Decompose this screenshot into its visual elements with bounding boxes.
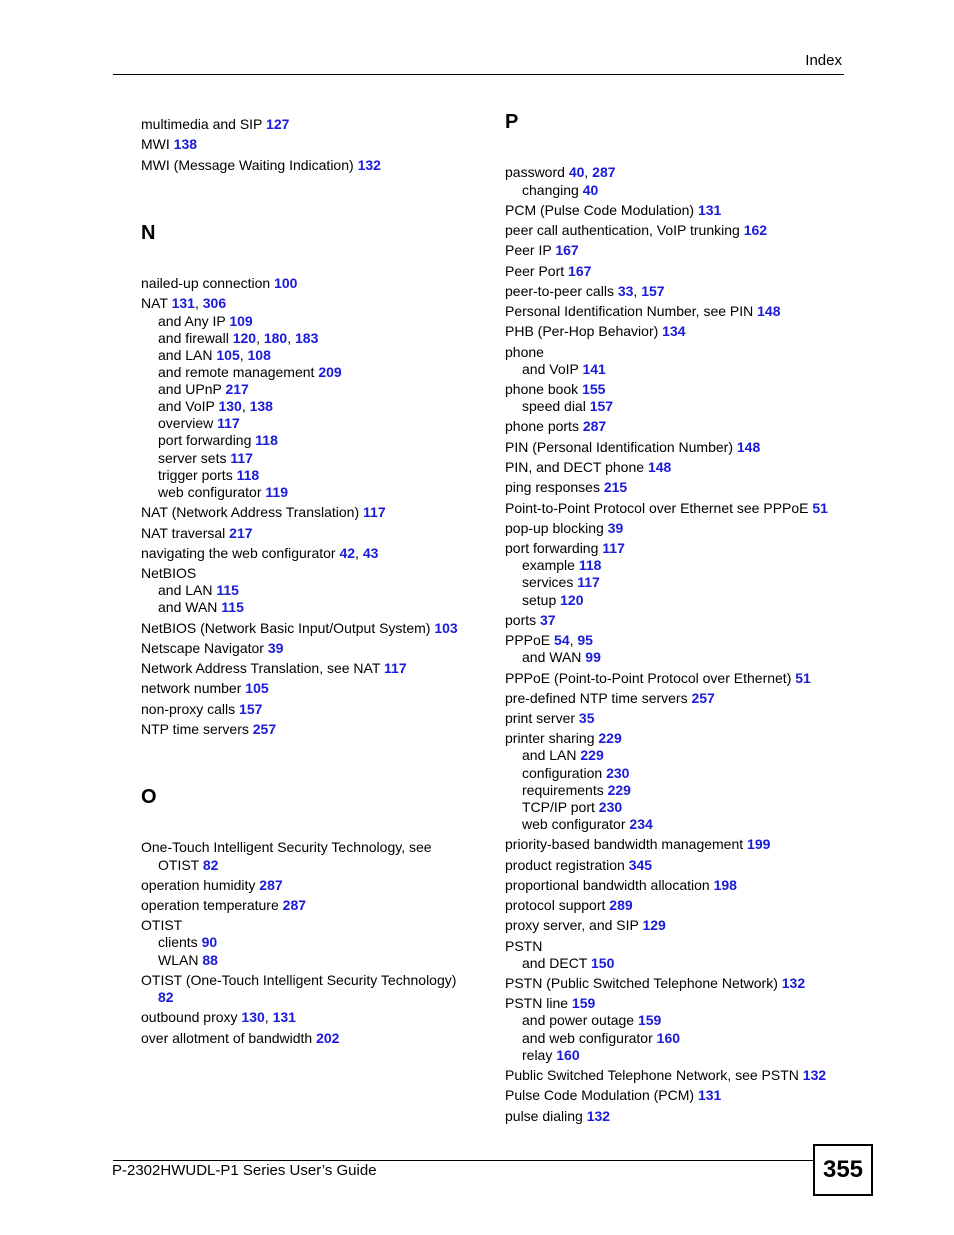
index-term: Public Switched Telephone Network, see PSTN xyxy=(505,1067,799,1083)
index-subentry xyxy=(505,361,606,377)
index-subentry xyxy=(141,467,259,483)
page-link[interactable]: 105 xyxy=(216,347,240,363)
index-term: and VoIP xyxy=(158,398,215,414)
page-link[interactable]: 167 xyxy=(555,242,579,258)
page-link[interactable]: 35 xyxy=(578,710,595,726)
index-entry xyxy=(505,381,605,397)
index-subentry: and firewall 120, 180, 183 xyxy=(158,330,319,346)
page-link[interactable]: 230 xyxy=(606,765,630,781)
index-term: NAT (Network Address Translation) xyxy=(141,504,360,520)
index-term: OTIST (One-Touch Intelligent Security Technology) xyxy=(141,972,457,988)
page-link[interactable]: 105 xyxy=(245,680,269,696)
page-link[interactable]: 129 xyxy=(642,917,666,933)
index-term: Network Address Translation, see NAT xyxy=(141,660,381,676)
page-link[interactable]: 157 xyxy=(239,701,263,717)
index-subentry: and LAN 105, 108 xyxy=(158,347,271,363)
page-link[interactable]: 138 xyxy=(249,398,273,414)
page-link[interactable]: 155 xyxy=(582,381,606,397)
page-link[interactable]: 95 xyxy=(577,632,593,648)
page-link[interactable]: 287 xyxy=(582,418,607,434)
index-entry xyxy=(141,504,386,520)
page-link[interactable]: 162 xyxy=(743,222,768,238)
page-link[interactable]: 217 xyxy=(229,525,253,541)
index-entry xyxy=(505,520,623,536)
page-link[interactable]: 130 xyxy=(241,1009,265,1025)
index-subentry xyxy=(505,765,629,781)
page-link[interactable]: 167 xyxy=(568,263,592,279)
index-entry xyxy=(505,690,715,706)
index-term: WLAN xyxy=(158,952,199,968)
page-link[interactable]: 109 xyxy=(229,313,253,329)
page-link[interactable]: 117 xyxy=(602,540,625,556)
index-term: PHB (Per-Hop Behavior) xyxy=(505,323,659,339)
page-link[interactable]: 100 xyxy=(274,275,298,291)
page-number-box xyxy=(813,1144,873,1196)
index-term: port forwarding xyxy=(158,432,252,448)
footer-rule xyxy=(113,1160,813,1161)
page-link[interactable]: 39 xyxy=(607,520,624,536)
page-link[interactable]: 103 xyxy=(434,620,458,636)
page-link[interactable]: 117 xyxy=(363,504,386,520)
index-term: peer call authentication, VoIP trunking xyxy=(505,222,740,238)
index-entry xyxy=(505,263,591,279)
index-entry xyxy=(141,877,283,893)
page-link[interactable]: 120 xyxy=(560,592,584,608)
index-term: web configurator xyxy=(158,484,262,500)
index-term: and UPnP xyxy=(158,381,222,397)
index-subentry xyxy=(505,799,622,815)
page-link[interactable]: 51 xyxy=(795,670,811,686)
index-term: OTIST xyxy=(141,917,183,933)
index-entry xyxy=(505,323,686,339)
index-term: changing xyxy=(522,182,579,198)
page-link[interactable]: 148 xyxy=(757,303,781,319)
index-subentry xyxy=(505,955,614,971)
index-entry xyxy=(141,972,456,988)
index-term: server sets xyxy=(158,450,227,466)
index-entry: PPPoE 54, 95 xyxy=(505,632,593,648)
page-link[interactable]: 183 xyxy=(295,330,319,346)
index-term: and remote management xyxy=(158,364,315,380)
page-link[interactable]: 131 xyxy=(171,295,195,311)
index-term: trigger ports xyxy=(158,467,233,483)
page-link[interactable]: 289 xyxy=(609,897,633,913)
index-term: Peer Port xyxy=(505,263,565,279)
index-term: NetBIOS xyxy=(141,565,197,581)
index-term: over allotment of bandwidth xyxy=(141,1030,313,1046)
page-link[interactable]: 82 xyxy=(202,857,219,873)
index-entry xyxy=(505,459,671,475)
page-link[interactable]: 199 xyxy=(747,836,771,852)
page-link[interactable]: 120 xyxy=(232,330,257,346)
index-entry xyxy=(505,439,760,455)
index-term: NTP time servers xyxy=(141,721,249,737)
index-term: pulse dialing xyxy=(505,1108,583,1124)
index-subentry: and VoIP 130, 138 xyxy=(158,398,273,414)
index-entry xyxy=(141,640,283,656)
page-link[interactable]: 132 xyxy=(781,975,806,991)
index-entry xyxy=(505,857,652,873)
index-term: multimedia and SIP xyxy=(141,116,263,132)
index-entry xyxy=(505,418,606,434)
page-link[interactable]: 40 xyxy=(568,164,585,180)
index-term: overview xyxy=(158,415,214,431)
header-rule xyxy=(113,74,844,75)
index-term: Pulse Code Modulation (PCM) xyxy=(505,1087,695,1103)
index-term: phone ports xyxy=(505,418,579,434)
page-link[interactable]: 132 xyxy=(357,157,381,173)
page-link[interactable]: 37 xyxy=(540,612,556,628)
page-link[interactable]: 132 xyxy=(586,1108,611,1124)
index-term: operation temperature xyxy=(141,897,279,913)
index-entry xyxy=(141,525,253,541)
index-entry xyxy=(141,839,432,855)
index-subentry xyxy=(505,816,653,832)
index-subentry xyxy=(141,381,249,397)
page-link[interactable]: 230 xyxy=(598,799,623,815)
index-term: and LAN xyxy=(158,347,213,363)
index-entry: peer-to-peer calls 33, 157 xyxy=(505,283,665,299)
index-term: nailed-up connection xyxy=(141,275,271,291)
page-link[interactable]: 345 xyxy=(628,857,653,873)
index-subentry xyxy=(505,747,604,763)
section-letter-n: N xyxy=(141,222,156,244)
page-link[interactable]: 134 xyxy=(662,323,686,339)
index-term: phone xyxy=(505,344,544,360)
index-term: network number xyxy=(141,680,242,696)
index-term: clients xyxy=(158,934,198,950)
index-term: and LAN xyxy=(158,582,213,598)
index-entry xyxy=(505,303,781,319)
page-link[interactable]: 131 xyxy=(697,202,722,218)
page-link[interactable]: 40 xyxy=(582,182,599,198)
page-link[interactable]: 43 xyxy=(362,545,379,561)
index-term: PSTN line xyxy=(505,995,569,1011)
index-subentry xyxy=(505,1047,580,1063)
page-link[interactable]: 257 xyxy=(252,721,277,737)
index-term: and DECT xyxy=(522,955,588,971)
index-entry: outbound proxy 130, 131 xyxy=(141,1009,296,1025)
page-link[interactable]: 99 xyxy=(585,649,601,665)
index-term: and WAN xyxy=(158,599,218,615)
index-entry xyxy=(141,660,407,676)
index-term: ping responses xyxy=(505,479,600,495)
page-link[interactable]: 148 xyxy=(736,439,761,455)
page-link[interactable]: 131 xyxy=(697,1087,722,1103)
index-entry xyxy=(141,620,458,636)
index-term: NAT xyxy=(141,295,168,311)
page-link[interactable]: 217 xyxy=(225,381,249,397)
page-link[interactable]: 117 xyxy=(217,415,240,431)
index-term: PPPoE (Point-to-Point Protocol over Ethernet) xyxy=(505,670,792,686)
index-term: relay xyxy=(522,1047,553,1063)
page-link[interactable]: 132 xyxy=(802,1067,827,1083)
page-link[interactable]: 138 xyxy=(173,136,198,152)
index-term: and firewall xyxy=(158,330,229,346)
index-entry xyxy=(505,730,622,746)
index-entry xyxy=(141,565,196,581)
index-entry xyxy=(505,344,544,360)
index-entry xyxy=(505,975,805,991)
index-entry xyxy=(505,938,542,954)
index-term: TCP/IP port xyxy=(522,799,595,815)
index-entry xyxy=(505,1108,610,1124)
page-link[interactable]: 229 xyxy=(598,730,622,746)
page-link[interactable]: 119 xyxy=(265,484,288,500)
page-link[interactable]: 287 xyxy=(259,877,283,893)
index-entry xyxy=(505,612,556,628)
index-term: example xyxy=(522,557,575,573)
index-term: ports xyxy=(505,612,537,628)
page-link[interactable]: 88 xyxy=(202,952,218,968)
section-letter-p: P xyxy=(505,111,519,133)
page-link[interactable]: 118 xyxy=(255,432,278,448)
index-subentry xyxy=(505,782,631,798)
page-link[interactable]: 127 xyxy=(266,116,290,132)
index-term: proportional bandwidth allocation xyxy=(505,877,710,893)
page-link[interactable]: 160 xyxy=(656,1030,681,1046)
index-term: PIN, and DECT phone xyxy=(505,459,645,475)
page-link[interactable]: 33 xyxy=(617,283,634,299)
page-link[interactable]: 180 xyxy=(263,330,288,346)
index-subentry xyxy=(505,649,601,665)
index-term: phone book xyxy=(505,381,579,397)
page-link[interactable]: 39 xyxy=(267,640,284,656)
index-term: requirements xyxy=(522,782,604,798)
index-term: OTIST xyxy=(158,857,199,873)
index-subentry xyxy=(141,432,278,448)
index-term: and VoIP xyxy=(522,361,579,377)
index-term: setup xyxy=(522,592,557,608)
page-link[interactable]: 157 xyxy=(641,283,665,299)
index-entry xyxy=(141,275,297,291)
page-link[interactable]: 141 xyxy=(582,361,606,377)
index-subentry xyxy=(141,582,239,598)
page-link[interactable]: 118 xyxy=(236,467,260,483)
index-entry xyxy=(505,222,767,238)
page-link[interactable]: 118 xyxy=(578,557,602,573)
index-term: Point-to-Point Protocol over Ethernet see PPPoE xyxy=(505,500,809,516)
index-subentry xyxy=(141,450,253,466)
index-entry xyxy=(505,242,579,258)
index-subentry xyxy=(141,364,342,380)
index-entry xyxy=(505,540,625,556)
index-term: and Any IP xyxy=(158,313,226,329)
index-term: Netscape Navigator xyxy=(141,640,264,656)
page-link[interactable]: 157 xyxy=(589,398,614,414)
index-term: services xyxy=(522,574,574,590)
page-link[interactable]: 117 xyxy=(384,660,407,676)
index-term: PSTN xyxy=(505,938,543,954)
index-entry xyxy=(141,157,381,173)
page-link[interactable]: 115 xyxy=(221,599,244,615)
index-term: print server xyxy=(505,710,576,726)
index-subentry xyxy=(141,989,174,1005)
index-entry xyxy=(505,1087,721,1103)
index-subentry xyxy=(505,1012,661,1028)
index-subentry xyxy=(141,599,244,615)
page-link[interactable]: 117 xyxy=(577,574,600,590)
index-entry xyxy=(141,680,269,696)
index-term: pre-defined NTP time servers xyxy=(505,690,688,706)
index-term: product registration xyxy=(505,857,625,873)
index-entry xyxy=(505,500,828,516)
index-entry xyxy=(141,701,262,717)
index-term: password xyxy=(505,164,565,180)
index-term: PSTN (Public Switched Telephone Network) xyxy=(505,975,778,991)
index-term: PPPoE xyxy=(505,632,551,648)
index-entry xyxy=(505,836,770,852)
index-subentry xyxy=(141,484,288,500)
page-link[interactable]: 82 xyxy=(158,989,174,1005)
index-term: navigating the web configurator xyxy=(141,545,336,561)
page-link[interactable]: 215 xyxy=(603,479,628,495)
page-link[interactable]: 306 xyxy=(202,295,227,311)
index-term: MWI xyxy=(141,136,170,152)
index-term: proxy server, and SIP xyxy=(505,917,639,933)
index-term: and web configurator xyxy=(522,1030,653,1046)
page-link[interactable]: 150 xyxy=(591,955,615,971)
index-term: pop-up blocking xyxy=(505,520,604,536)
page-link[interactable]: 209 xyxy=(318,364,342,380)
index-term: speed dial xyxy=(522,398,586,414)
page-link[interactable]: 229 xyxy=(607,782,631,798)
index-subentry xyxy=(505,182,598,198)
footer-guide-title: P-2302HWUDL-P1 Series User’s Guide xyxy=(112,1162,377,1179)
index-subentry xyxy=(141,313,253,329)
page-link[interactable]: 131 xyxy=(272,1009,296,1025)
page-link[interactable]: 202 xyxy=(316,1030,340,1046)
page-link[interactable]: 160 xyxy=(556,1047,580,1063)
index-term: port forwarding xyxy=(505,540,599,556)
page-link[interactable]: 287 xyxy=(282,897,307,913)
page-link[interactable]: 229 xyxy=(580,747,604,763)
page-link[interactable]: 90 xyxy=(201,934,218,950)
index-entry xyxy=(505,917,666,933)
index-term: priority-based bandwidth management xyxy=(505,836,744,852)
index-entry: navigating the web configurator 42, 43 xyxy=(141,545,379,561)
page-link[interactable]: 54 xyxy=(554,632,570,648)
index-subentry xyxy=(505,1030,680,1046)
page-link[interactable]: 234 xyxy=(629,816,653,832)
index-term: non-proxy calls xyxy=(141,701,236,717)
index-term: peer-to-peer calls xyxy=(505,283,614,299)
index-entry: password 40, 287 xyxy=(505,164,616,180)
index-term: and WAN xyxy=(522,649,582,665)
index-term: and LAN xyxy=(522,747,577,763)
index-subentry xyxy=(505,574,600,590)
index-term: One-Touch Intelligent Security Technology, see xyxy=(141,839,432,855)
page-link[interactable]: 117 xyxy=(230,450,253,466)
index-subentry xyxy=(141,934,217,950)
page-link[interactable]: 159 xyxy=(571,995,596,1011)
index-term: NetBIOS (Network Basic Input/Output System) xyxy=(141,620,431,636)
index-entry xyxy=(505,995,595,1011)
index-entry xyxy=(141,1030,339,1046)
header-title: Index xyxy=(805,52,842,69)
index-term: and power outage xyxy=(522,1012,635,1028)
index-term: MWI (Message Waiting Indication) xyxy=(141,157,354,173)
index-term: PCM (Pulse Code Modulation) xyxy=(505,202,695,218)
index-entry xyxy=(141,136,197,152)
index-term: configuration xyxy=(522,765,603,781)
index-entry xyxy=(505,897,633,913)
index-entry xyxy=(505,877,737,893)
page-link[interactable]: 51 xyxy=(812,500,828,516)
index-entry xyxy=(141,897,306,913)
page-link[interactable]: 257 xyxy=(691,690,715,706)
index-entry xyxy=(505,710,595,726)
page-link[interactable]: 108 xyxy=(247,347,271,363)
index-subentry xyxy=(141,857,218,873)
page-link[interactable]: 287 xyxy=(592,164,616,180)
index-entry xyxy=(505,1067,826,1083)
index-subentry xyxy=(141,952,218,968)
index-subentry xyxy=(505,592,584,608)
index-term: protocol support xyxy=(505,897,606,913)
index-subentry xyxy=(505,398,613,414)
page-link[interactable]: 148 xyxy=(647,459,672,475)
index-entry xyxy=(505,670,811,686)
page-link[interactable]: 159 xyxy=(637,1012,662,1028)
index-term: Personal Identification Number, see PIN xyxy=(505,303,754,319)
index-term: printer sharing xyxy=(505,730,595,746)
index-entry xyxy=(505,202,721,218)
index-entry xyxy=(141,917,182,933)
page-link[interactable]: 115 xyxy=(216,582,239,598)
index-term: operation humidity xyxy=(141,877,256,893)
index-term: NAT traversal xyxy=(141,525,226,541)
index-term: web configurator xyxy=(522,816,626,832)
page-number: 355 xyxy=(822,1156,864,1183)
index-term: PIN (Personal Identification Number) xyxy=(505,439,733,455)
index-entry xyxy=(505,479,627,495)
index-term: Peer IP xyxy=(505,242,552,258)
index-subentry xyxy=(505,557,601,573)
page-link[interactable]: 130 xyxy=(218,398,242,414)
page-link[interactable]: 198 xyxy=(713,877,737,893)
index-entry xyxy=(141,721,276,737)
index-entry: NAT 131, 306 xyxy=(141,295,227,311)
page-link[interactable]: 42 xyxy=(339,545,356,561)
index-term: outbound proxy xyxy=(141,1009,238,1025)
index-subentry xyxy=(141,415,240,431)
index-entry xyxy=(141,116,289,132)
section-letter-o: O xyxy=(141,786,157,808)
